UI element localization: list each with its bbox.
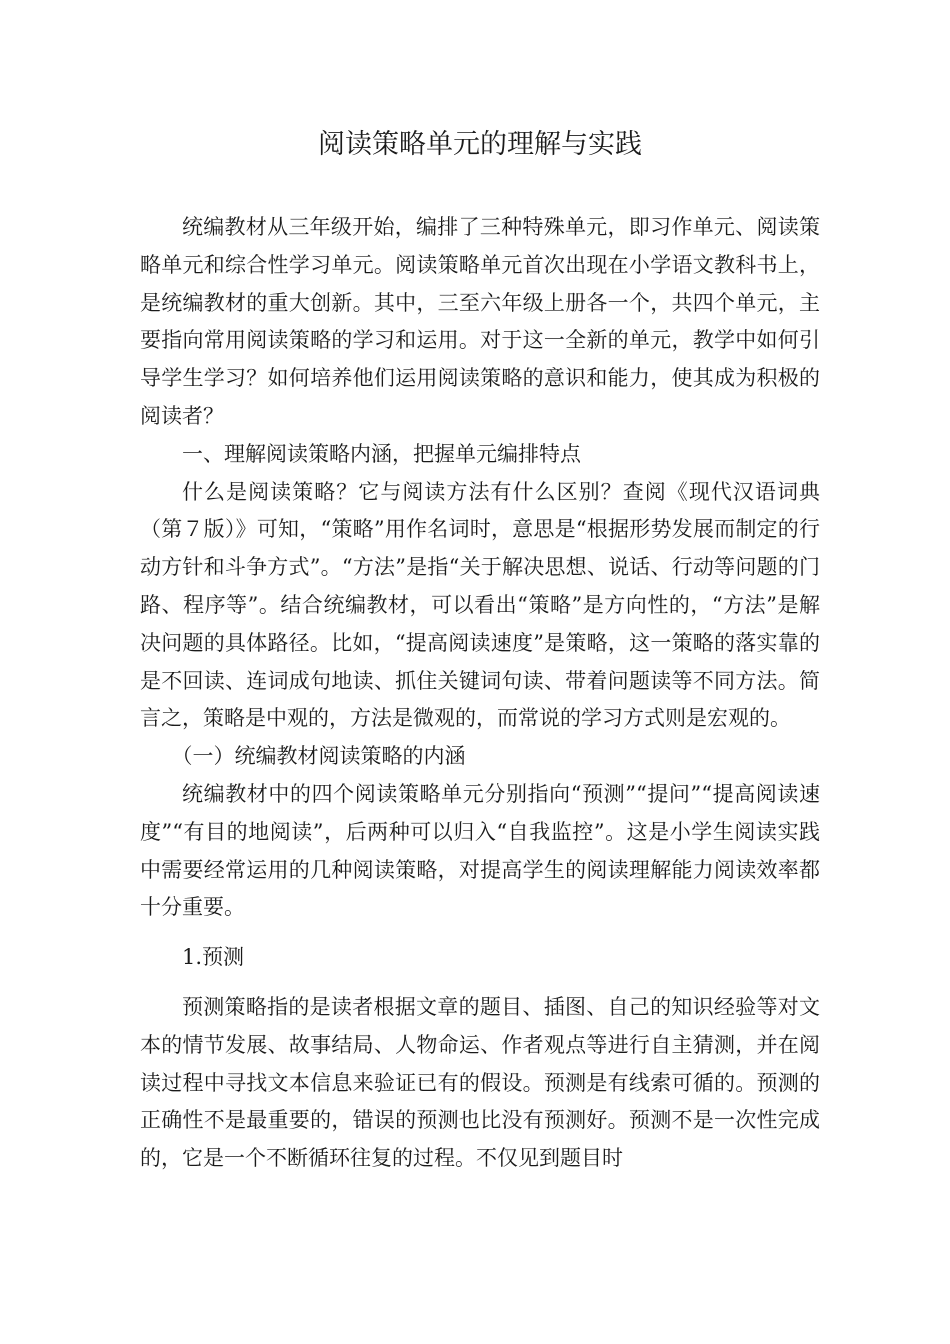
section-paragraph: 什么是阅读策略？它与阅读方法有什么区别？查阅《现代汉语词典（第７版）》可知，“策略”用作名词时，意思是“根据形势发展而制定的行动方针和斗争方式”。“方法”是指“关于解决思想、说话、行动等问题的门路、程序等”。结合统编教材，可以看出“策略”是方向性的，“方法”是解决问题的具体路径。比如，“提高阅读速度”是策略，这一策略的落实靠的是不回读、连词成句地读、抓住关键词句读、带着问题读等不同方法。简言之，策略是中观的，方法是微观的，而常说的学习方式则是宏观的。 <box>140 479 820 731</box>
subsection-paragraph: 统编教材中的四个阅读策略单元分别指向“预测”“提问”“提高阅读速度”“有目的地阅读”，后两种可以归入“自我监控”。这是小学生阅读实践中需要经常运用的几种阅读策略，对提高学生的阅读理解能力阅读效率都十分重要。 <box>140 781 820 920</box>
subsection-heading: （一）统编教材阅读策略的内涵 <box>171 744 466 769</box>
item-paragraph: 预测策略指的是读者根据文章的题目、插图、自己的知识经验等对文本的情节发展、故事结局、人物命运、作者观点等进行自主猜测，并在阅读过程中寻找文本信息来验证已有的假设。预测是有线索可循的。预测的正确性不是最重要的，错误的预测也比没有预测好。预测不是一次性完成的，它是一个不断循环往复的过程。不仅见到题目时 <box>140 994 820 1171</box>
section-heading: 一、理解阅读策略内涵，把握单元编排特点 <box>182 441 581 466</box>
document-title: 阅读策略单元的理解与实践 <box>318 129 642 160</box>
intro-paragraph: 统编教材从三年级开始，编排了三种特殊单元，即习作单元、阅读策略单元和综合性学习单元。阅读策略单元首次出现在小学语文教科书上，是统编教材的重大创新。其中，三至六年级上册各一个，共四个单元，主要指向常用阅读策略的学习和运用。对于这一全新的单元，教学中如何引导学生学习？如何培养他们运用阅读策略的意识和能力，使其成为积极的阅读者？ <box>140 215 820 428</box>
item-heading: 1.预测 <box>182 945 245 970</box>
